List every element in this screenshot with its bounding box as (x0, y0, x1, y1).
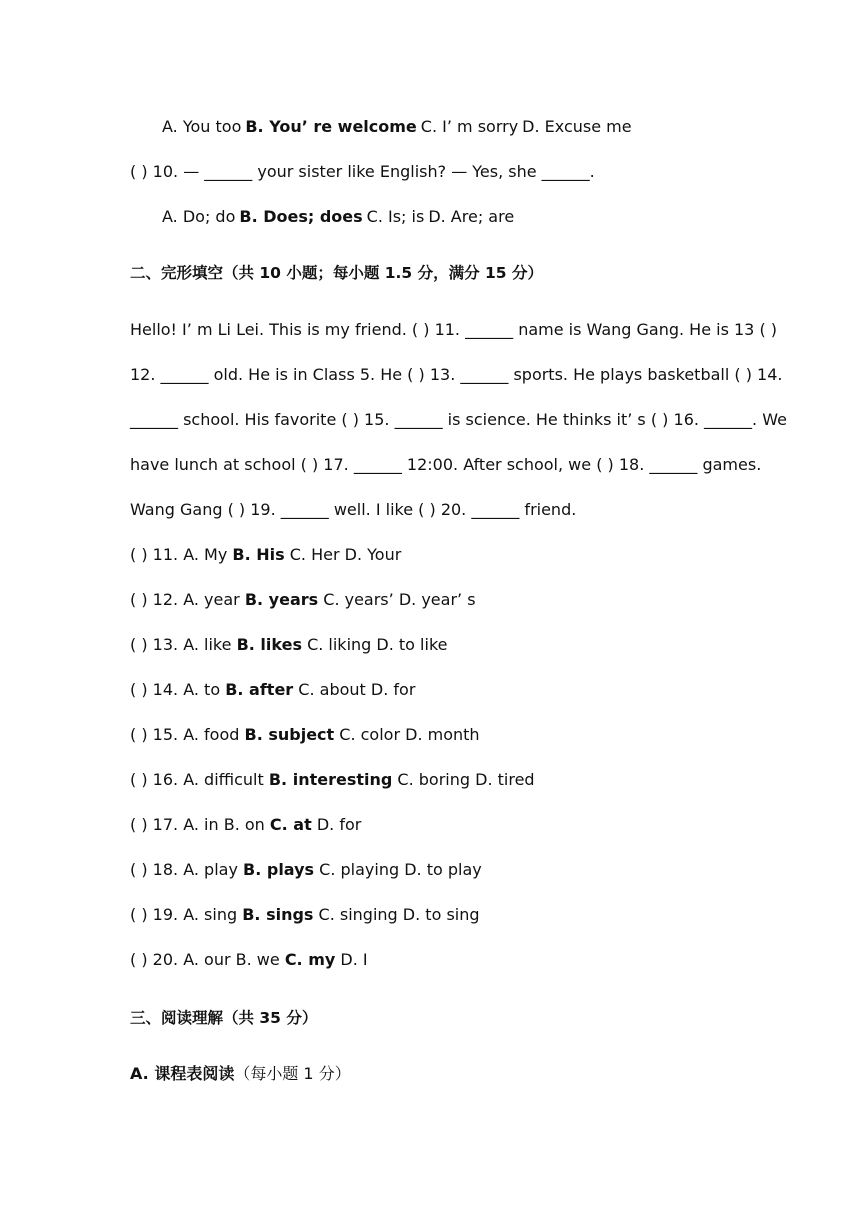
option-b: B. His (232, 545, 285, 564)
q10-option-c: C. Is; is (366, 207, 425, 226)
option-d: D. year’ s (398, 590, 476, 609)
q10-option-a: A. Do; do (162, 207, 236, 226)
question-row (130, 725, 480, 745)
option-a: A. to (183, 680, 221, 699)
passage-line: have lunch at school ( ) 17. ______ 12:00. After school, we ( ) 18. ______ games. (130, 455, 762, 474)
option-d: D. for (370, 680, 416, 699)
option-a: A. play (183, 860, 238, 879)
option-b: B. on (223, 815, 265, 834)
q10-options (162, 207, 514, 227)
question-row (130, 860, 482, 880)
question-number: ( ) 12. (130, 590, 179, 609)
option-c: C. color (339, 725, 401, 744)
option-c: C. my (284, 950, 336, 969)
option-a: A. our (183, 950, 231, 969)
option-c: C. playing (319, 860, 400, 879)
question-row (130, 635, 447, 655)
option-a: A. food (183, 725, 240, 744)
option-a: A. like (183, 635, 232, 654)
option-b: B. plays (243, 860, 315, 879)
option-a: A. in (183, 815, 219, 834)
option-d: D. month (405, 725, 480, 744)
q9-option-d: D. Excuse me (522, 117, 632, 136)
passage-line: ______ school. His favorite ( ) 15. ______ is science. He thinks it’ s ( ) 16. ______. We (130, 410, 787, 429)
option-d: D. to play (404, 860, 482, 879)
option-b: B. sings (242, 905, 314, 924)
option-d: D. Your (344, 545, 402, 564)
option-b: B. interesting (268, 770, 393, 789)
option-a: A. year (183, 590, 240, 609)
question-number: ( ) 19. (130, 905, 179, 924)
question-row (130, 905, 480, 925)
option-c: C. singing (318, 905, 398, 924)
option-d: D. for (316, 815, 362, 834)
question-number: ( ) 18. (130, 860, 179, 879)
question-row (130, 545, 401, 565)
option-c: C. liking (307, 635, 372, 654)
option-b: B. years (244, 590, 319, 609)
question-number: ( ) 13. (130, 635, 179, 654)
option-c: C. Her (289, 545, 340, 564)
option-a: A. My (183, 545, 228, 564)
passage-line: 12. ______ old. He is in Class 5. He ( ) 13. ______ sports. He plays basketball ( ) 14. (130, 365, 783, 384)
section3-heading: 三、阅读理解（共 35 分） (130, 1009, 318, 1027)
question-row (130, 680, 415, 700)
q9-option-a: A. You too (162, 117, 242, 136)
part-a-label: A. 课程表阅读 (130, 1064, 235, 1083)
question-number: ( ) 14. (130, 680, 179, 699)
option-a: A. sing (183, 905, 238, 924)
option-c: C. at (269, 815, 312, 834)
question-number: ( ) 11. (130, 545, 179, 564)
option-d: D. I (340, 950, 368, 969)
section2-heading: 二、完形填空（共 10 小题；每小题 1.5 分，满分 15 分） (130, 264, 543, 282)
option-d: D. to sing (402, 905, 480, 924)
passage-line: Wang Gang ( ) 19. ______ well. I like ( ) 20. ______ friend. (130, 500, 577, 519)
option-c: C. about (298, 680, 366, 699)
question-number: ( ) 20. (130, 950, 179, 969)
question-row (130, 590, 476, 610)
passage-line: Hello! I’ m Li Lei. This is my friend. ( ) 11. ______ name is Wang Gang. He is 13 ( ) (130, 320, 778, 339)
option-d: D. to like (376, 635, 448, 654)
option-c: C. years’ (323, 590, 394, 609)
part-a-note: （每小题 1 分） (234, 1064, 351, 1083)
q10-option-b: B. Does; does (239, 207, 363, 226)
question-number: ( ) 15. (130, 725, 179, 744)
q10-stem: ( ) 10. — ______ your sister like English? — Yes, she ______. (130, 162, 595, 181)
question-row (130, 770, 535, 790)
option-d: D. tired (475, 770, 535, 789)
option-a: A. difficult (183, 770, 264, 789)
option-b: B. after (225, 680, 294, 699)
option-c: C. boring (397, 770, 471, 789)
part-a-heading (130, 1064, 351, 1084)
option-b: B. we (235, 950, 280, 969)
q9-option-b: B. You’ re welcome (245, 117, 417, 136)
option-b: B. subject (244, 725, 335, 744)
q9-options (162, 117, 632, 137)
q10-option-d: D. Are; are (428, 207, 515, 226)
question-row (130, 950, 368, 970)
question-number: ( ) 17. (130, 815, 179, 834)
option-b: B. likes (236, 635, 302, 654)
question-number: ( ) 16. (130, 770, 179, 789)
question-row (130, 815, 361, 835)
q9-option-c: C. I’ m sorry (420, 117, 519, 136)
